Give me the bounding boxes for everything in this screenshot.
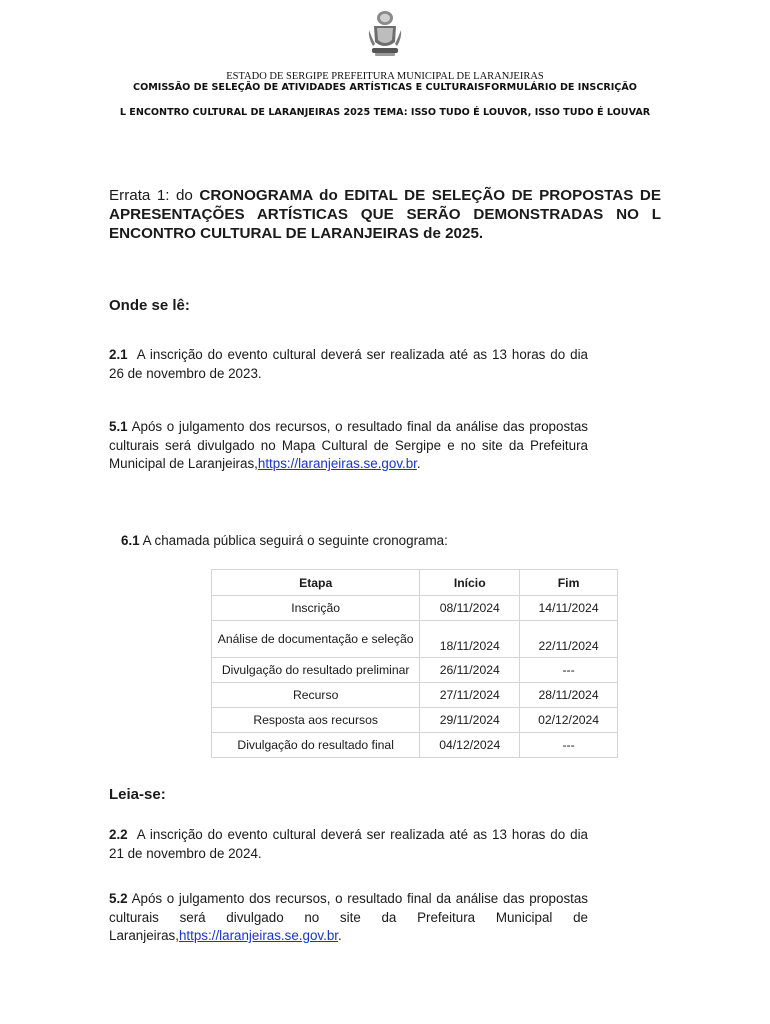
errata-prefix: Errata 1: do [109,187,193,204]
item-text: A chamada pública seguirá o seguinte cronograma: [142,533,448,548]
item-text: Após o julgamento dos recursos, o resultado final da análise das propostas culturais será divulgado no Mapa Cultural de Sergipe e no site da Prefeitura Municipal de Laranjeiras, [109,419,588,471]
inicio-cell: 08/11/2024 [420,596,520,621]
etapa-cell: Resposta aos recursos [212,708,420,733]
item-end: . [338,928,342,943]
onde-se-le-heading: Onde se lê: [109,297,190,314]
header-event-title: L ENCONTRO CULTURAL DE LARANJEIRAS 2025 TEMA: ISSO TUDO É LOUVOR, ISSO TUDO É LOUVAR [119,107,651,118]
table-row [212,596,618,621]
item-text: A inscrição do evento cultural deverá ser realizada até as 13 horas do dia 26 de novembro de 2023. [109,347,588,381]
col-header-fim: Fim [520,570,618,596]
etapa-cell: Análise de documentação e seleção [212,621,420,658]
item-2-2-new [109,826,588,863]
item-number: 2.2 [109,827,128,842]
table-row [212,658,618,683]
table-row [212,708,618,733]
table-header-row [212,570,618,596]
coat-of-arms-logo [366,8,404,58]
etapa-cell: Divulgação do resultado final [212,733,420,758]
header-city: PREFEITURA MUNICIPAL DE [331,71,471,82]
item-number: 6.1 [121,533,140,548]
fim-cell: 14/11/2024 [520,596,618,621]
item-6-1 [121,533,448,548]
table-row [212,621,618,658]
item-2-1-old [109,346,588,383]
item-number: 5.1 [109,419,128,434]
item-5-2-new [109,890,588,946]
leia-se-heading: Leia-se: [109,786,166,803]
item-text: A inscrição do evento cultural deverá ser realizada até as 13 horas do dia 21 de novembro de 2024. [109,827,588,861]
inicio-cell: 18/11/2024 [420,621,520,658]
cronograma-table [211,569,618,758]
item-number: 5.2 [109,891,128,906]
etapa-cell: Divulgação do resultado preliminar [212,658,420,683]
col-header-etapa: Etapa [212,570,420,596]
inicio-cell: 04/12/2024 [420,733,520,758]
item-end: . [416,456,421,471]
etapa-cell: Recurso [212,683,420,708]
header-state: ESTADO DE SERGIPE [226,71,329,82]
errata-subject: CRONOGRAMA do EDITAL DE SELEÇÃO DE PROPOSTAS DE APRESENTAÇÕES ARTÍSTICAS QUE SERÃO DEMONSTRADAS NO L ENCONTRO CULTURAL DE LARANJEIRAS de 2025. [109,187,661,242]
item-text: Após o julgamento dos recursos, o resultado final da análise das propostas culturais será divulgado no site da Prefeitura Municipal de Laranjeiras, [109,891,588,943]
errata-title [109,186,661,243]
fim-cell: 22/11/2024 [520,621,618,658]
prefeitura-link[interactable]: https://laranjeiras.se.gov.br [178,928,339,943]
col-header-inicio: Início [420,570,520,596]
table-row [212,683,618,708]
inicio-cell: 26/11/2024 [420,658,520,683]
etapa-cell: Inscrição [212,596,420,621]
header-city-name: LARANJEIRAS [473,71,544,82]
fim-cell: --- [520,658,618,683]
prefeitura-link[interactable]: https://laranjeiras.se.gov.br [257,456,417,471]
item-number: 2.1 [109,347,128,362]
fim-cell: 28/11/2024 [520,683,618,708]
fim-cell: 02/12/2024 [520,708,618,733]
inicio-cell: 27/11/2024 [420,683,520,708]
inicio-cell: 29/11/2024 [420,708,520,733]
fim-cell: --- [520,733,618,758]
header-commission: COMISSÃO DE SELEÇÃO DE ATIVIDADES ARTÍSTICAS E CULTURAISFORMULÁRIO DE INSCRIÇÃO [133,82,637,93]
table-row [212,733,618,758]
item-5-1-old [109,418,588,474]
